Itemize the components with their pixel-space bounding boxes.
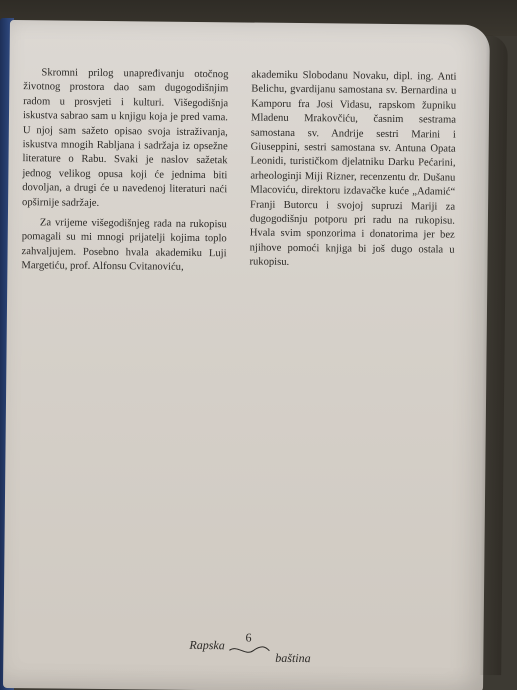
left-column	[21, 66, 228, 282]
footer-word-rapska: Rapska	[189, 637, 225, 653]
paragraph-thanks: Za vrijeme višegodišnjeg rada na rukopisu pomagali su mi mnogi prijatelji kojima toplo zahvaljujem. Posebno hvala akademiku Luji Margetiću, prof. Alfonsu Cvitanoviću,	[21, 217, 227, 274]
book-page	[3, 20, 490, 690]
footer-flourish-icon	[227, 644, 271, 656]
paragraph-thanks-continued: akademiku Slobodanu Novaku, dipl. ing. Anti Belichu, gvardijanu samostana sv. Bernardina u Kamporu fra Josi Vidasu, rapskom župniku Mladenu Mrakovčiću, časnim sestrama samostana sv. Andrije sestri Marini i Giuseppini, sestri samostana sv. Antuna Opata Leonidi, turističkom djelatniku Darku Pećarini, arheologinji Miji Rizner, recenzentu dr. Dušanu Mlacoviću, direktoru izdavačke kuće „Adamić“ Franji Butorcu i svojoj supruzi Mariji za dugogodišnju potporu pri radu na rukopisu. Hvala svim sponzorima i donatorima jer bez njihove pomoći knjiga bi još dugo ostala u rukopisu.	[249, 69, 457, 269]
right-column	[249, 69, 456, 279]
footer-word-bastina: baština	[275, 650, 311, 666]
page-curl-shadow	[479, 35, 508, 675]
page-number: 6	[245, 630, 252, 645]
paragraph-intro: Skromni prilog unapređivanju otočnog životnog prostora dao sam dugogodišnjim radom u prosvjeti i kulturi. Višegodišnja iskustva sabrao sam u knjigu koja je pred vama. U njoj sam sažeto opisao svoja istraživanja, iskustva mnogih Rabljana i sadržaja iz opsežne literature o Rabu. Svaki je naslov sažetak jednog velikog opusa koji će jednima biti dovoljan, a drugi će u navedenoj literaturi naći opširnije sadržaje.	[22, 67, 229, 209]
page-footer	[179, 630, 339, 674]
